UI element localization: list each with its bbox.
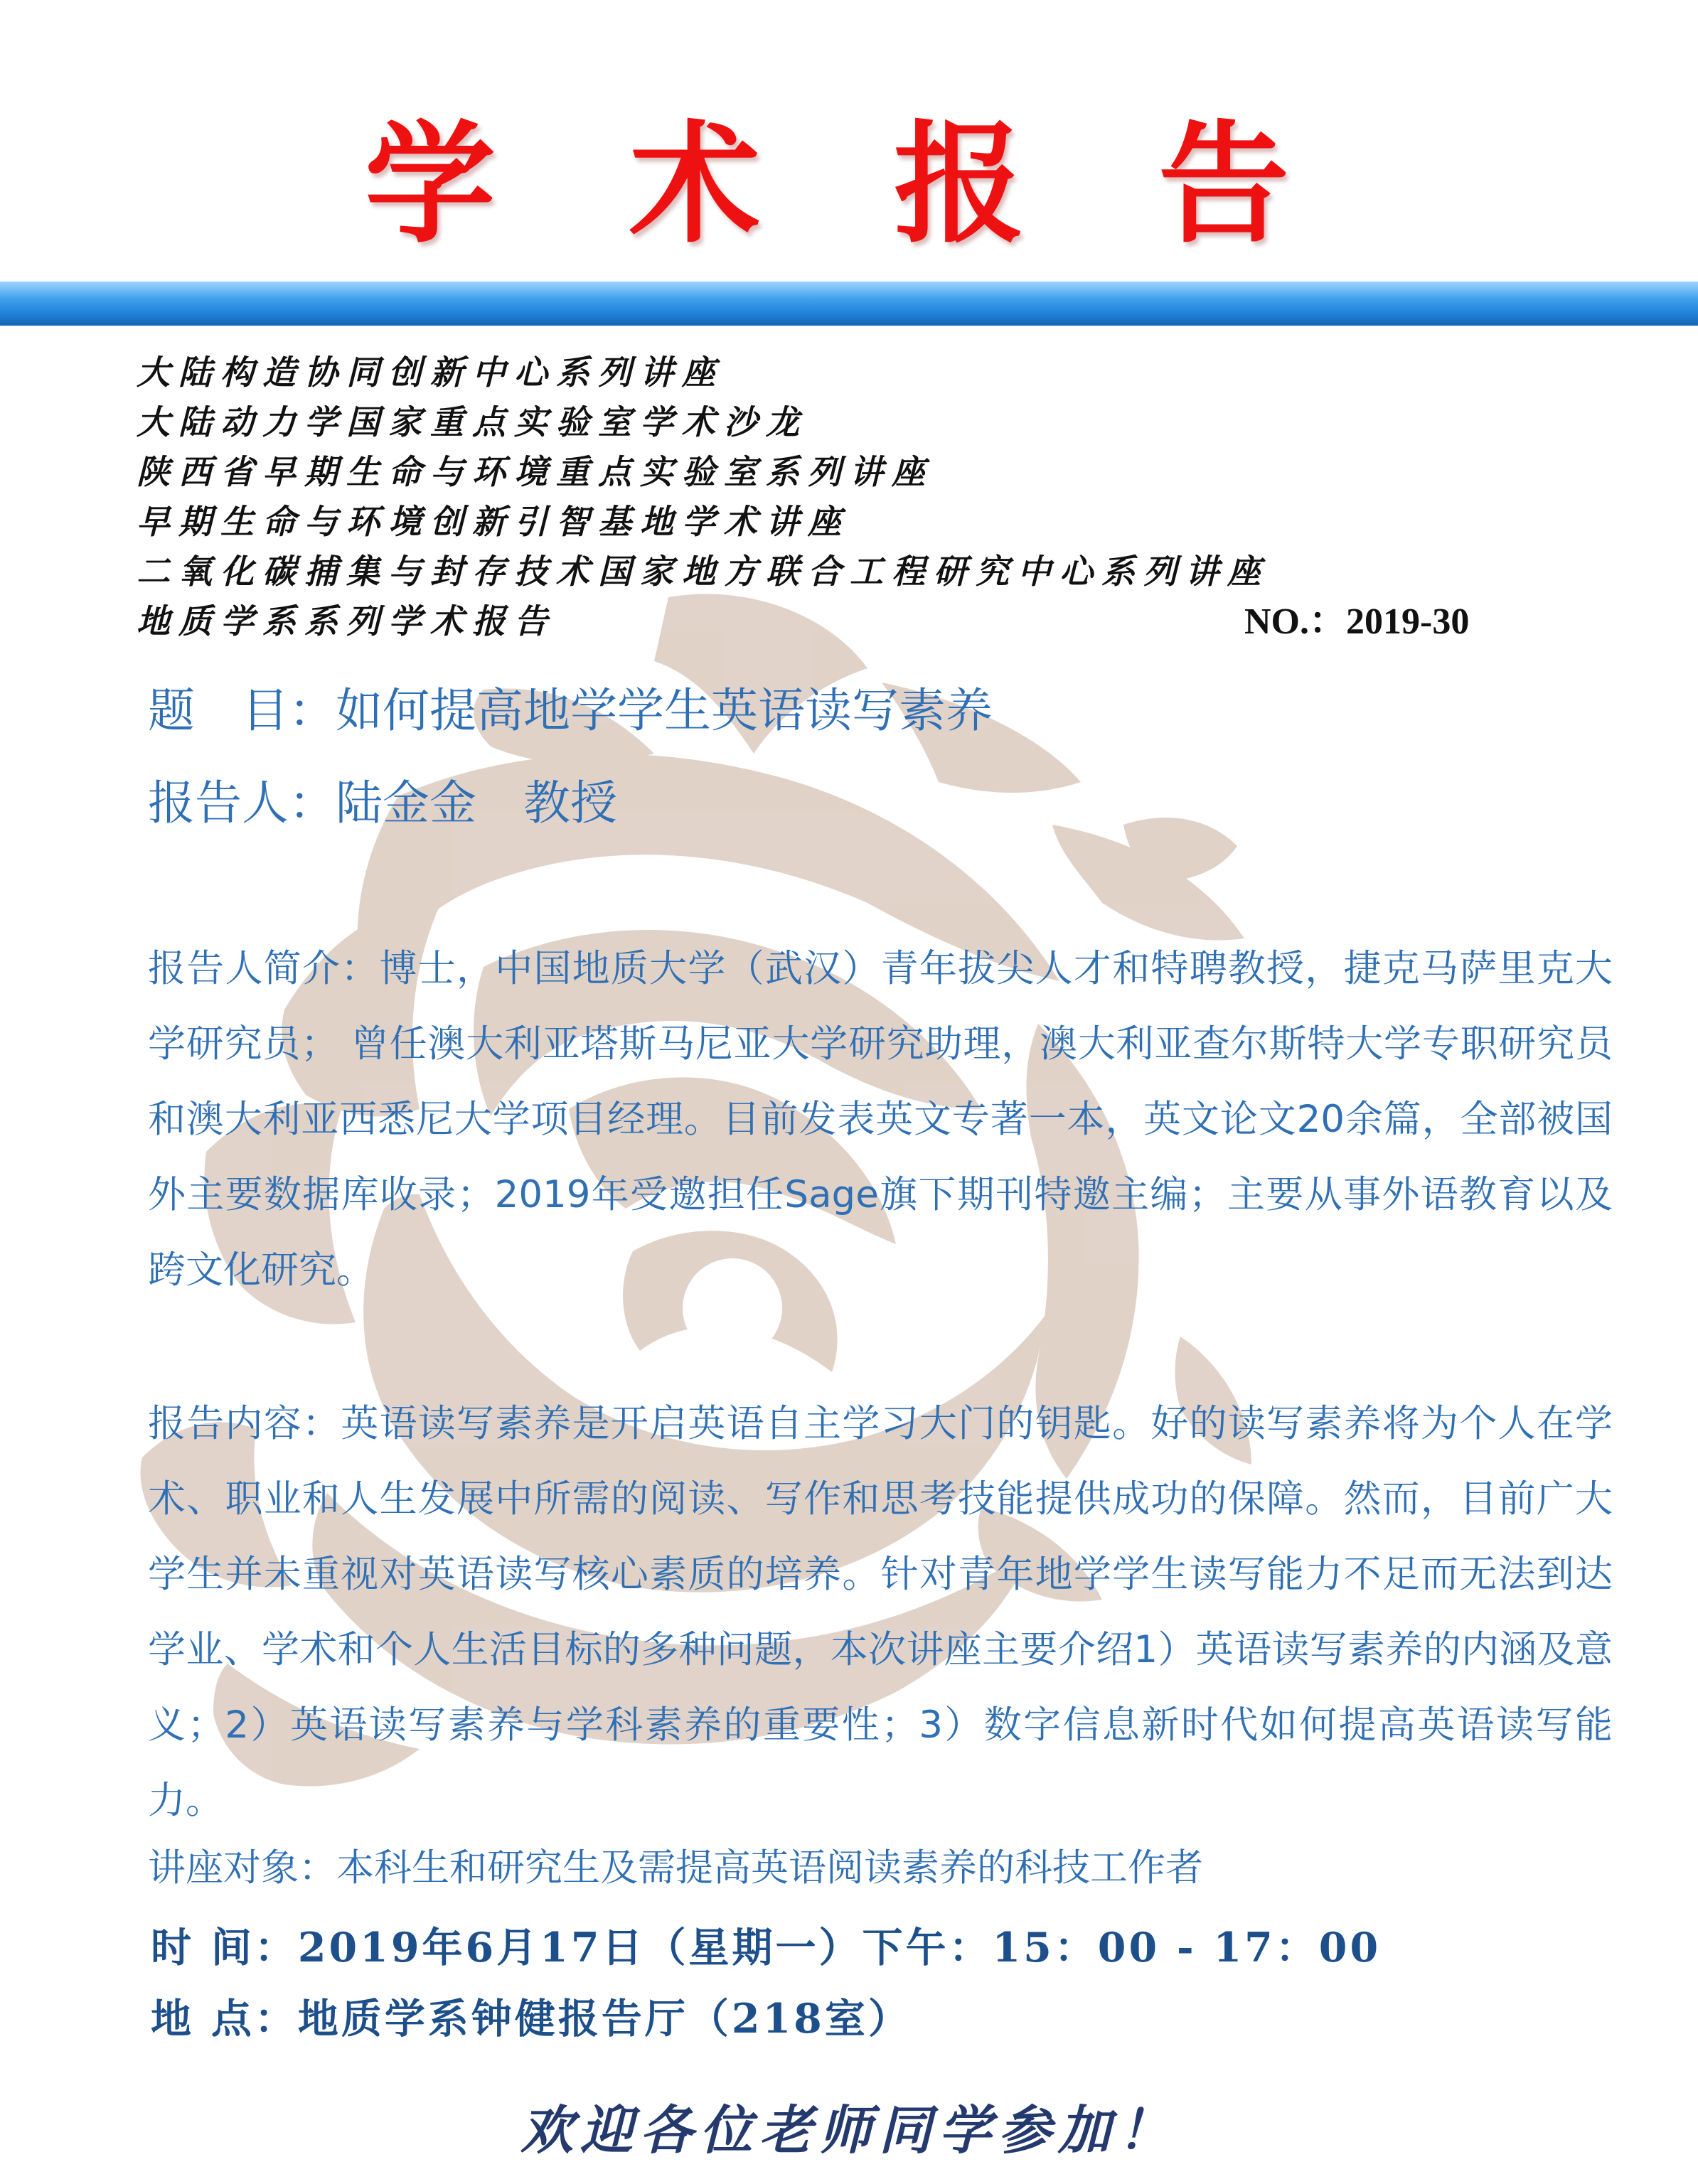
series-list	[137, 348, 1573, 647]
audience-text: 本科生和研究生及需提高英语阅读素养的科技工作者	[336, 1846, 1203, 1890]
report-number: NO.：2019-30	[1244, 601, 1470, 642]
speaker-value: 陆金金 教授	[336, 776, 617, 830]
time-label: 时 间：	[151, 1924, 298, 1971]
header-band	[0, 282, 1698, 326]
series-line: 早期生命与环境创新引智基地学术讲座	[137, 503, 850, 542]
speaker-row	[148, 775, 617, 832]
series-line-last	[137, 597, 1573, 647]
content-label: 报告内容：	[148, 1402, 341, 1445]
content-text: 英语读写素养是开启英语自主学习大门的钥匙。好的读写素养将为个人在学术、职业和人生发展中所需的阅读、写作和思考技能提供成功的保障。然而，目前广大学生并未重视对英语读写核心素质的培养。针对青年地学学生读写能力不足而无法到达学业、学术和个人生活目标的多种问题，本次讲座主要介绍1）英语读写素养的内涵及意义；2）英语读写素养与学科素养的重要性；3）数字信息新时代如何提高英语读写能力。	[148, 1402, 1613, 1822]
welcome-message: 欢迎各位老师同学参加！	[520, 2100, 1178, 2161]
topic-value: 如何提高地学学生英语读写素养	[336, 683, 993, 738]
place-row	[151, 1991, 912, 2048]
series-line: 二氧化碳捕集与封存技术国家地方联合工程研究中心系列讲座	[137, 552, 1269, 592]
series-line: 大陆动力学国家重点实验室学术沙龙	[137, 403, 808, 442]
speaker-bio	[148, 931, 1613, 1308]
speaker-label: 报告人：	[148, 776, 336, 830]
time-row	[151, 1920, 1381, 1976]
place-label: 地 点：	[151, 1995, 298, 2043]
bio-label: 报告人简介：	[148, 947, 380, 990]
audience	[148, 1831, 1613, 1906]
series-line-text: 地质学系系列学术报告	[137, 602, 556, 641]
bio-text: 博士，中国地质大学（武汉）青年拔尖人才和特聘教授，捷克马萨里克大学研究员； 曾任澳大利亚塔斯马尼亚大学研究助理，澳大利亚查尔斯特大学专职研究员和澳大利亚西悉尼大学项目经理。目前发表英文专著一本，英文论文20余篇，全部被国外主要数据库收录；2019年受邀担任Sage旗下期刊特邀主编；主要从事外语教育以及跨文化研究。	[148, 947, 1613, 1292]
report-content	[148, 1386, 1613, 1838]
place-value: 地质学系钟健报告厅（218室）	[297, 1995, 912, 2043]
audience-label: 讲座对象：	[148, 1846, 336, 1890]
series-line: 大陆构造协同创新中心系列讲座	[137, 353, 724, 392]
page-title: 学 术 报 告	[364, 109, 1334, 261]
time-value: 2019年6月17日（星期一）下午：15：00 - 17：00	[297, 1924, 1382, 1971]
topic-row	[148, 682, 993, 739]
series-line: 陕西省早期生命与环境重点实验室系列讲座	[137, 453, 934, 492]
topic-label: 题 目：	[148, 683, 336, 738]
